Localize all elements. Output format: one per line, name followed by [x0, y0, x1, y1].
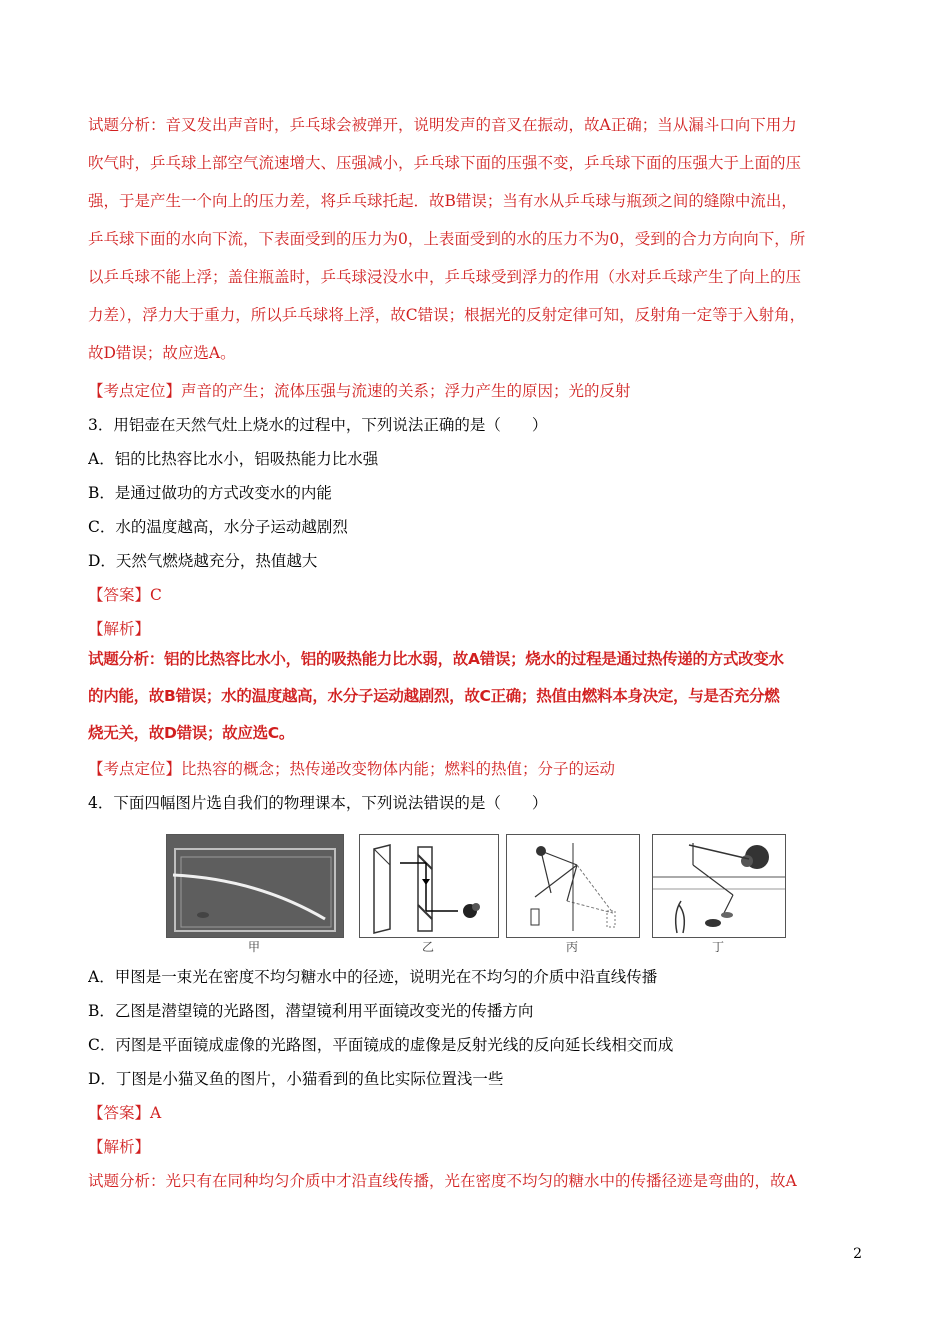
q2-analysis-line: 故D错误；故应选A。 — [88, 344, 236, 362]
q4-option-d: D．丁图是小猫叉鱼的图片，小猫看到的鱼比实际位置浅一些 — [88, 1070, 504, 1088]
q2-analysis-line: 乒乓球下面的水向下流，下表面受到的压力为0，上表面受到的水的压力不为0，受到的合力方向向下，所 — [88, 230, 806, 248]
q3-answer: 【答案】C — [88, 586, 162, 604]
kaodian-label: 【考点定位】 — [88, 760, 182, 778]
page-number: 2 — [853, 1246, 862, 1262]
caption-bing: 丙 — [565, 940, 578, 954]
light-in-sugar-water-figure — [167, 835, 343, 937]
figure-yi — [359, 834, 499, 938]
q3-option-c: C．水的温度越高，水分子运动越剧烈 — [88, 518, 348, 536]
kaodian-text: 比热容的概念；热传递改变物体内能；燃料的热值；分子的运动 — [181, 760, 616, 778]
q3-analysis-line: 的内能，故B错误；水的温度越高，水分子运动越剧烈，故C正确；热值由燃料本身决定，与是否充分燃 — [88, 687, 780, 705]
q4-figures — [166, 834, 786, 954]
q2-analysis-line: 以乒乓球不能上浮；盖住瓶盖时，乒乓球浸没水中，乒乓球受到浮力的作用（水对乒乓球产生了向上的压 — [88, 268, 802, 286]
q3-kaodian — [88, 758, 870, 792]
figure-ding — [652, 834, 786, 938]
cat-fishing-figure — [653, 835, 785, 937]
q2-kaodian — [88, 380, 870, 414]
figure-jia — [166, 834, 344, 938]
page-content — [88, 114, 870, 826]
figure-bing — [506, 834, 640, 938]
q4-analysis-line: 试题分析：光只有在同种均匀介质中才沿直线传播，光在密度不均匀的糖水中的传播径迹是弯曲的，故A — [88, 1172, 797, 1190]
q2-analysis-line: 力差），浮力大于重力，所以乒乓球将上浮，故C错误；根据光的反射定律可知，反射角一定等于入射角， — [88, 306, 806, 324]
caption-jia: 甲 — [247, 940, 260, 954]
q2-analysis-line: 吹气时，乒乓球上部空气流速增大、压强减小，乒乓球下面的压强不变，乒乓球下面的压强大于上面的压 — [88, 154, 802, 172]
q4-option-b: B．乙图是潜望镜的光路图，潜望镜利用平面镜改变光的传播方向 — [88, 1002, 534, 1020]
kaodian-text: 声音的产生；流体压强与流速的关系；浮力产生的原因；光的反射 — [181, 382, 631, 400]
q3-analysis-line: 烧无关，故D错误；故应选C。 — [88, 724, 295, 742]
q4-body — [88, 966, 870, 1204]
q4-jiexi-label: 【解析】 — [88, 1138, 151, 1156]
periscope-figure — [360, 835, 498, 937]
q2-analysis-line: 试题分析：音叉发出声音时，乒乓球会被弹开，说明发声的音叉在振动，故A正确；当从漏斗口向下用力 — [88, 116, 797, 134]
q4-option-a: A．甲图是一束光在密度不均匀糖水中的径迹，说明光在不均匀的介质中沿直线传播 — [88, 968, 658, 986]
caption-yi: 乙 — [421, 940, 434, 954]
caption-ding: 丁 — [711, 940, 724, 954]
kaodian-label: 【考点定位】 — [88, 382, 182, 400]
plane-mirror-figure — [507, 835, 639, 937]
q3-stem: 3．用铝壶在天然气灶上烧水的过程中，下列说法正确的是（ ） — [88, 416, 548, 434]
q3-option-d: D．天然气燃烧越充分，热值越大 — [88, 552, 318, 570]
q3-analysis-line: 试题分析：铝的比热容比水小，铝的吸热能力比水弱，故A错误；烧水的过程是通过热传递的方式改变水 — [88, 650, 784, 668]
q3-jiexi-label: 【解析】 — [88, 620, 151, 638]
q2-analysis-line: 强，于是产生一个向上的压力差，将乒乓球托起．故B错误；当有水从乒乓球与瓶颈之间的缝隙中流出， — [88, 192, 797, 210]
q4-stem: 4．下面四幅图片选自我们的物理课本，下列说法错误的是（ ） — [88, 794, 548, 812]
q3-option-a: A．铝的比热容比水小，铝吸热能力比水强 — [88, 450, 379, 468]
q4-answer: 【答案】A — [88, 1104, 162, 1122]
q4-option-c: C．丙图是平面镜成虚像的光路图，平面镜成的虚像是反射光线的反向延长线相交而成 — [88, 1036, 674, 1054]
q3-option-b: B．是通过做功的方式改变水的内能 — [88, 484, 332, 502]
